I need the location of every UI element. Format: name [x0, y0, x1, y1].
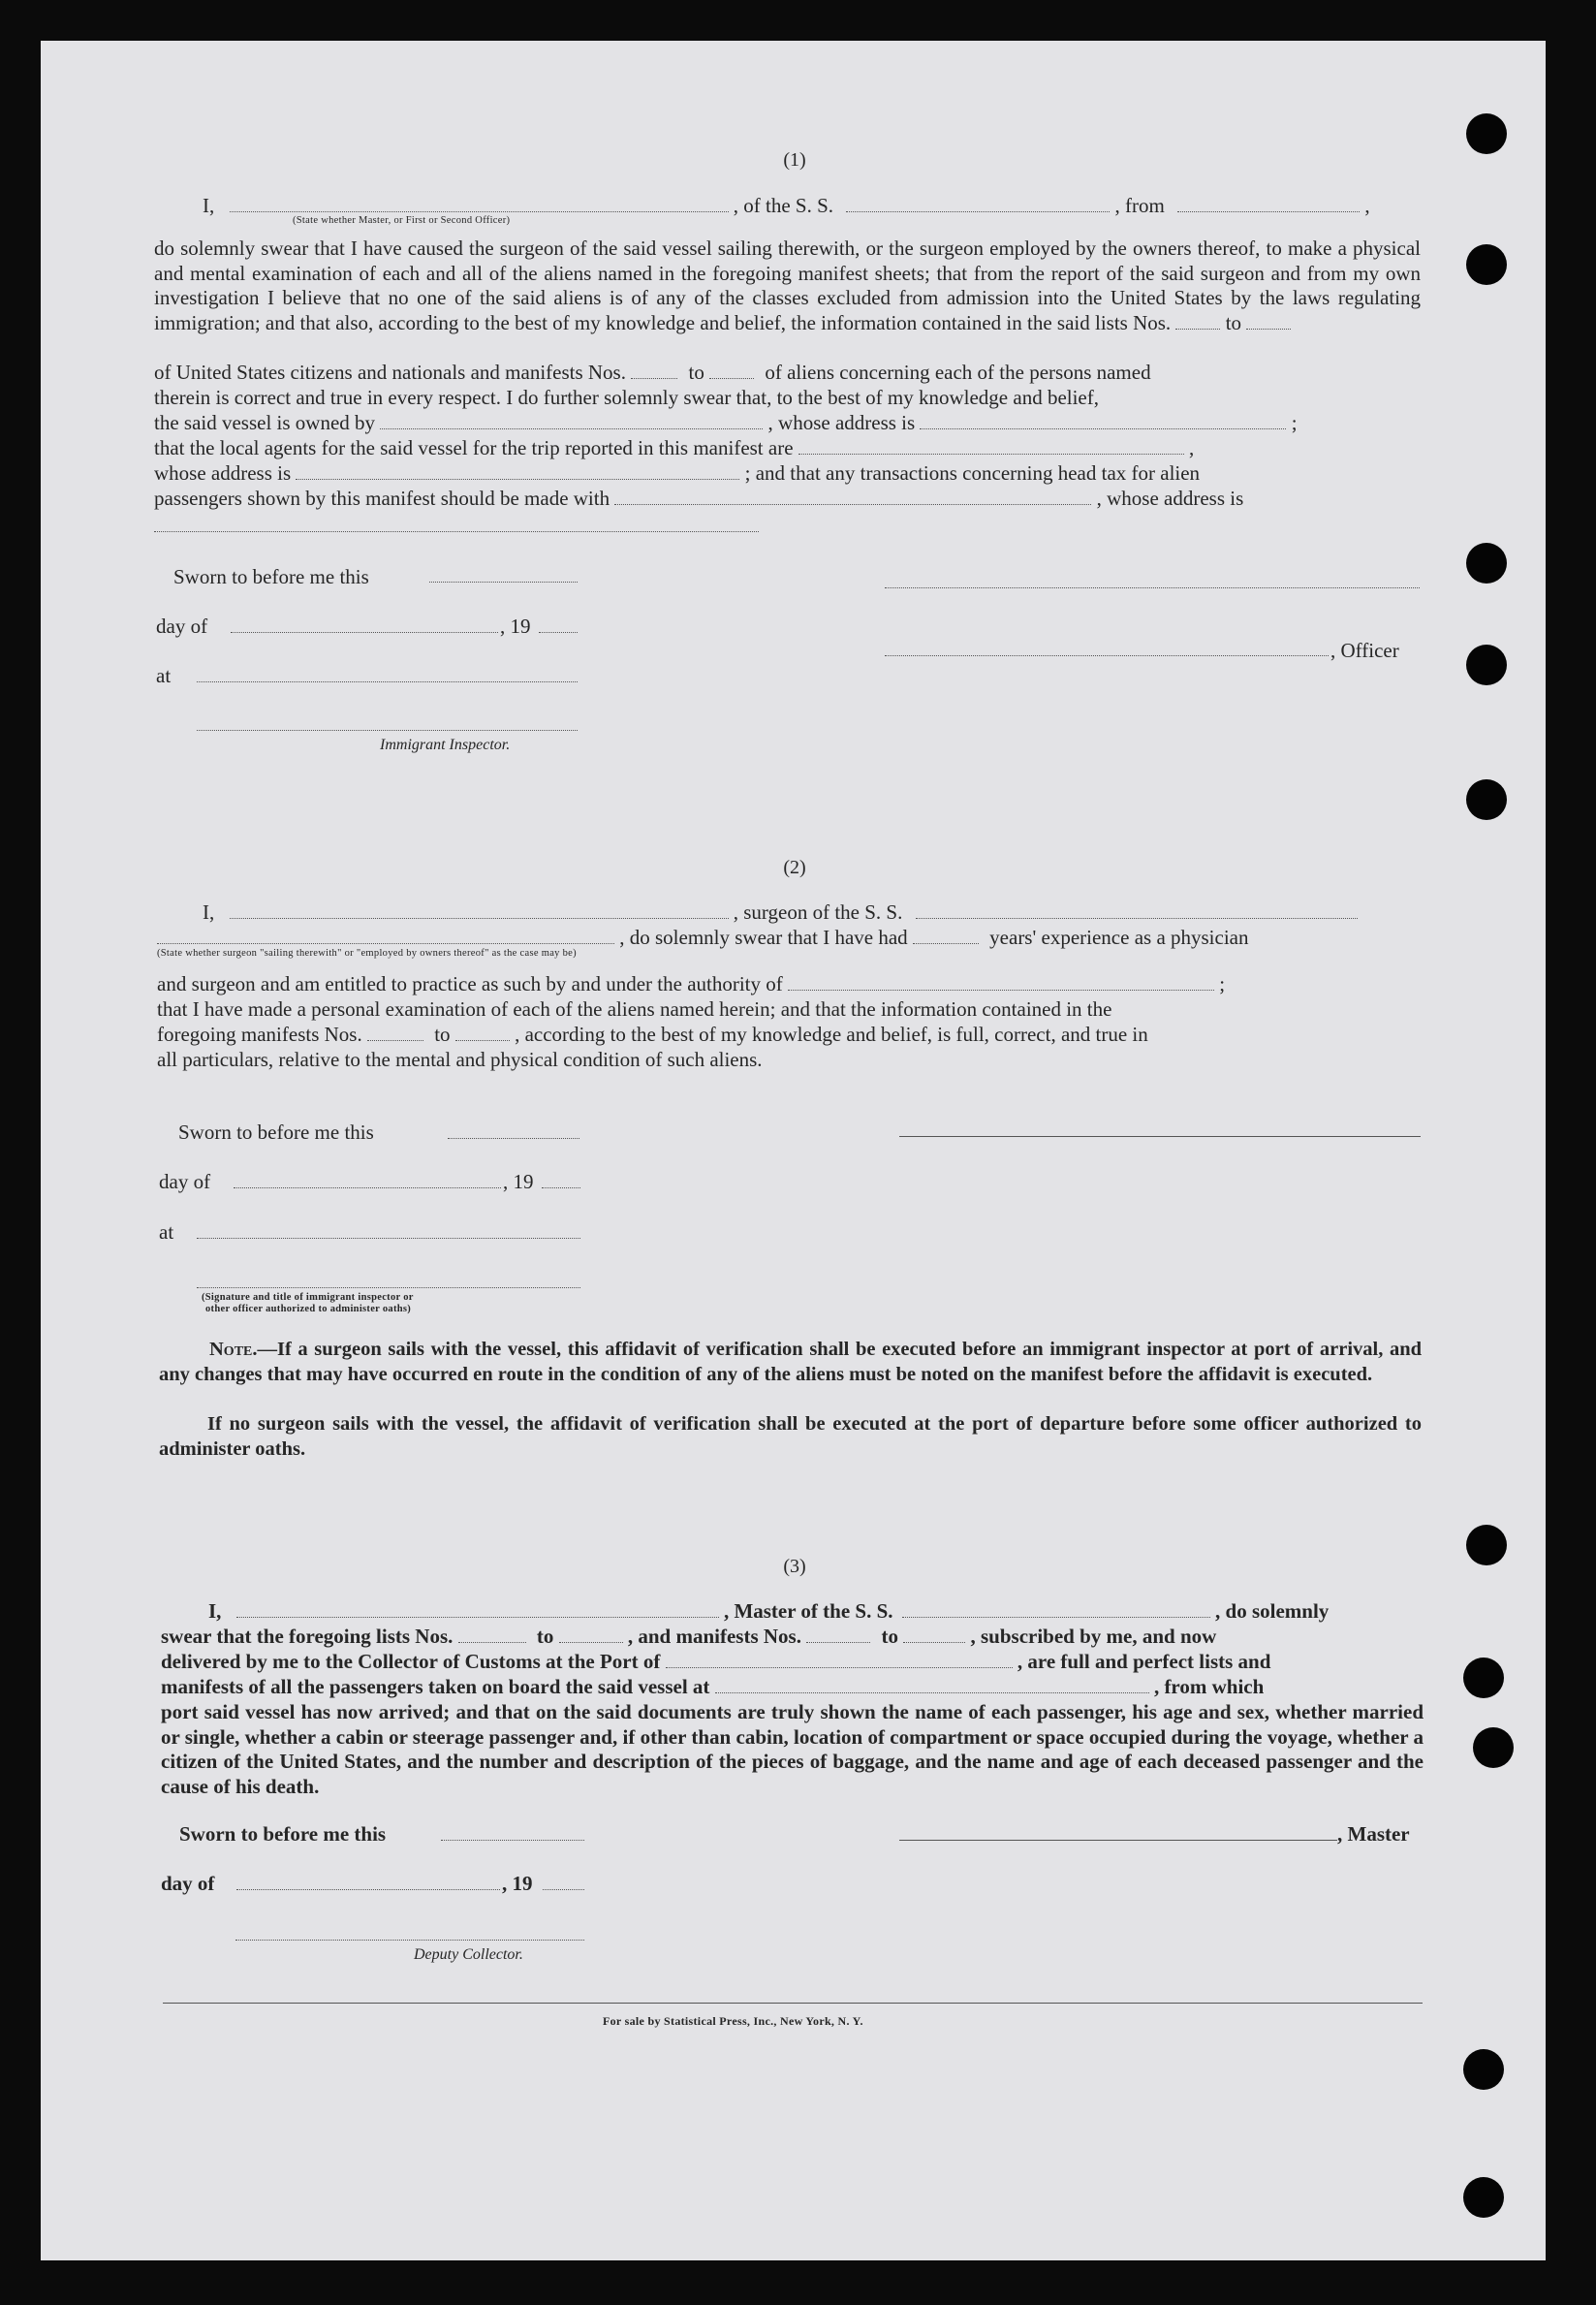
master-name-field[interactable] — [230, 194, 729, 212]
signature-hint: other officer authorized to administer oaths) — [205, 1304, 412, 1314]
sworn-day-field[interactable] — [448, 1138, 579, 1139]
section3-line2: swear that the foregoing lists Nos. to , and manifests Nos. to , subscribed by me, and now — [161, 1625, 1217, 1648]
section1-line10: the said vessel is owned by , whose address is ; — [154, 411, 1298, 434]
punch-hole — [1466, 779, 1507, 820]
head-tax-contact-field[interactable] — [614, 487, 1091, 505]
port-field[interactable] — [666, 1650, 1013, 1668]
agents-address-field[interactable] — [296, 461, 739, 480]
place-field[interactable] — [197, 1238, 580, 1239]
manifests-to-field[interactable] — [903, 1625, 965, 1643]
inspector-title: Immigrant Inspector. — [380, 737, 511, 753]
owner-field[interactable] — [380, 411, 763, 429]
section-number: (2) — [783, 857, 806, 878]
sworn-label: Sworn to before me this — [179, 1822, 387, 1846]
place-field[interactable] — [197, 681, 578, 682]
head-tax-address-field[interactable] — [154, 531, 759, 532]
local-agents-field[interactable] — [798, 436, 1184, 455]
year-label: , 19 — [503, 1170, 534, 1193]
lists-from-field[interactable] — [1175, 311, 1220, 330]
section2-line3: and surgeon and am entitled to practice as such by and under the authority of ; — [157, 972, 1226, 995]
at-label: at — [159, 1220, 174, 1244]
deputy-collector-signature-field[interactable] — [235, 1940, 584, 1941]
sworn-day-field[interactable] — [429, 582, 578, 583]
footer-rule — [163, 2003, 1423, 2004]
note-label: Note. — [209, 1339, 258, 1360]
section-number: (1) — [783, 149, 806, 171]
manifests-from-field[interactable] — [806, 1625, 870, 1643]
section-number: (3) — [783, 1556, 806, 1577]
punch-hole — [1463, 2049, 1504, 2090]
section1-line9: therein is correct and true in every respect. I do further solemnly swear that, to the best of my knowledge and belief, — [154, 386, 1099, 409]
month-field[interactable] — [234, 1187, 501, 1188]
inspector-signature-field[interactable] — [197, 730, 578, 731]
manifests-to-field[interactable] — [709, 361, 754, 379]
of-ss-label: , of the S. S. — [733, 194, 834, 217]
lists-from-field[interactable] — [458, 1625, 526, 1643]
month-field[interactable] — [231, 632, 498, 633]
section3-line3: delivered by me to the Collector of Customs at the Port of , are full and perfect lists and — [161, 1650, 1271, 1673]
i-label: I, — [203, 194, 215, 217]
sworn-day-field[interactable] — [441, 1840, 584, 1841]
day-of-label: day of — [159, 1170, 211, 1193]
year-field[interactable] — [543, 1889, 584, 1890]
master-label: , Master — [1337, 1822, 1410, 1846]
sworn-label: Sworn to before me this — [173, 565, 369, 588]
officer-name-field[interactable] — [885, 655, 1329, 656]
officer-label: , Officer — [1330, 639, 1399, 662]
note-paragraph: If no surgeon sails with the vessel, the affidavit of verification shall be executed at the port of departure before some officer authorized to administer oaths. — [159, 1413, 1422, 1460]
section2-line6: all particulars, relative to the mental and physical condition of such aliens. — [157, 1048, 763, 1071]
port-from-field[interactable] — [1177, 194, 1360, 212]
from-label: , from — [1114, 194, 1165, 217]
section1-line12: whose address is ; and that any transactions concerning head tax for alien — [154, 461, 1201, 485]
punch-hole — [1466, 1525, 1507, 1565]
authorizing-signature-field[interactable] — [197, 1287, 580, 1288]
punch-hole — [1466, 645, 1507, 685]
day-of-label: day of — [156, 615, 208, 638]
vessel-name-field[interactable] — [846, 194, 1110, 212]
punch-hole — [1463, 2177, 1504, 2218]
punch-hole — [1466, 543, 1507, 584]
section3-line1: I, , Master of the S. S. , do solemnly — [208, 1599, 1330, 1623]
master-signature-line[interactable] — [899, 1840, 1337, 1841]
section3-line4: manifests of all the passengers taken on board the said vessel at , from which — [161, 1675, 1265, 1698]
section2-line1: I, , surgeon of the S. S. — [203, 900, 1421, 924]
surgeon-signature-line[interactable] — [899, 1136, 1421, 1137]
sworn-label: Sworn to before me this — [178, 1121, 374, 1144]
section1-line8: of United States citizens and nationals and manifests Nos. to of aliens concerning each of the persons named — [154, 361, 1151, 384]
section2-line2: , do solemnly swear that I have had years' experience as a physician — [157, 926, 1421, 949]
printer-imprint: For sale by Statistical Press, Inc., New York, N. Y. — [603, 2014, 863, 2028]
punch-hole — [1473, 1727, 1514, 1768]
section1-body: do solemnly swear that I have caused the surgeon of the said vessel sailing therewith, or the surgeon employed by the owners thereof, to make a physical and mental examination of each and all of the aliens named in the foregoing manifest sheets; that from the report of the said surgeon and from my own investigation I believe that no one of the said aliens is of any of the classes excluded from admission into the United States by the laws regulating immigration; and that also, according to the best of my knowledge and belief, the information contained in the said lists Nos. to — [154, 237, 1421, 334]
surgeon-manifests-from-field[interactable] — [367, 1023, 423, 1041]
section2-line5: foregoing manifests Nos. to , according to the best of my knowledge and belief, is full, correct, and true in — [157, 1023, 1148, 1046]
section2-line4: that I have made a personal examination of each of the aliens named herein; and that the information contained in the — [157, 997, 1112, 1021]
surgeon-status-field[interactable] — [157, 926, 614, 944]
port-of-embarkation-field[interactable] — [715, 1675, 1149, 1693]
year-field[interactable] — [539, 632, 578, 633]
day-of-label: day of — [161, 1872, 215, 1895]
field-hint: (State whether surgeon "sailing therewith" or "employed by owners thereof" as the case may be) — [157, 948, 577, 959]
punch-hole — [1463, 1658, 1504, 1698]
lists-to-field[interactable] — [559, 1625, 623, 1643]
field-hint: (State whether Master, or First or Second Officer) — [293, 215, 511, 226]
punch-hole — [1466, 113, 1507, 154]
officer-signature-line[interactable] — [885, 587, 1420, 588]
authority-field[interactable] — [788, 972, 1214, 991]
month-field[interactable] — [236, 1889, 500, 1890]
manifests-from-field[interactable] — [631, 361, 677, 379]
surgeon-name-field[interactable] — [230, 900, 729, 919]
deputy-collector-title: Deputy Collector. — [414, 1946, 523, 1963]
year-label: , 19 — [500, 615, 531, 638]
owner-address-field[interactable] — [920, 411, 1286, 429]
at-label: at — [156, 664, 172, 687]
section1-line13: passengers shown by this manifest should be made with , whose address is — [154, 487, 1244, 510]
section1-line11: that the local agents for the said vessel for the trip reported in this manifest are , — [154, 436, 1195, 459]
section1-header-line: I, , of the S. S. , from , — [203, 194, 1370, 217]
year-field[interactable] — [542, 1187, 580, 1188]
section3-body: port said vessel has now arrived; and that on the said documents are truly shown the name of each passenger, his age and sex, whether married or single, whether a cabin or steerage passenger and, if other than cabin, location of compartment or space occupied during the voyage, whether a citizen of the United States, and the number and description of the pieces of baggage, and the name and age of each deceased passenger and the cause of his death. — [161, 1700, 1424, 1798]
vessel-name-field[interactable] — [902, 1599, 1210, 1618]
year-label: , 19 — [502, 1872, 533, 1895]
years-experience-field[interactable] — [913, 926, 979, 944]
note-paragraph: Note.—If a surgeon sails with the vessel, this affidavit of verification shall be executed before an immigrant inspector at port of arrival, and any changes that may have occurred en route in the condition of any of the aliens must be noted on the manifest before the affidavit is executed. — [159, 1339, 1422, 1385]
lists-to-field[interactable] — [1246, 311, 1291, 330]
punch-hole — [1466, 244, 1507, 285]
signature-hint: (Signature and title of immigrant inspector or — [202, 1292, 414, 1303]
surgeon-vessel-field[interactable] — [916, 900, 1358, 919]
surgeon-manifests-to-field[interactable] — [455, 1023, 510, 1041]
master-name-field[interactable] — [236, 1599, 719, 1618]
